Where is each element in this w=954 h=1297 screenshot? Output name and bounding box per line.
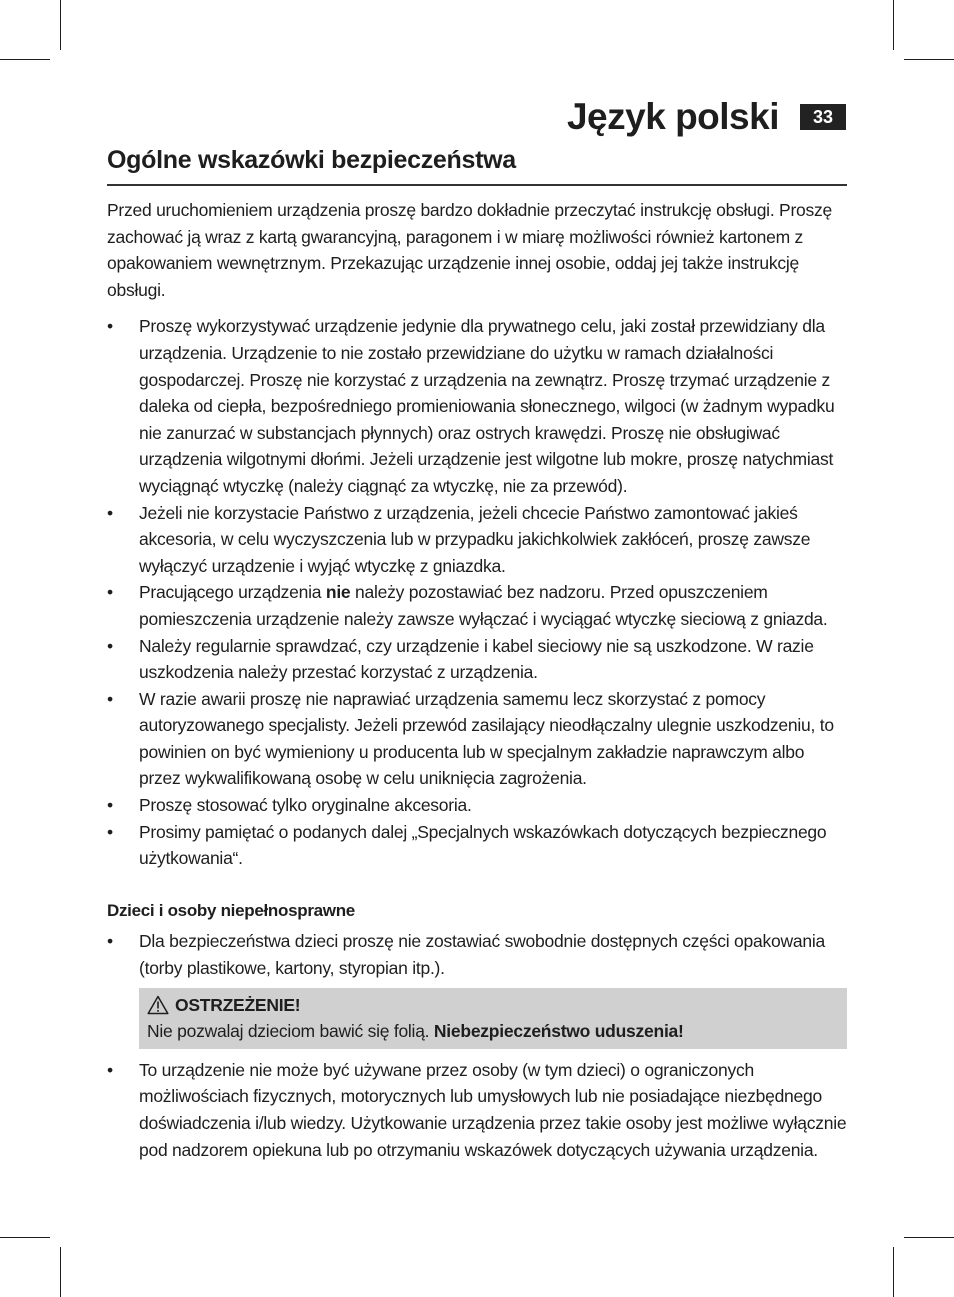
language-title: Język polski: [566, 96, 779, 137]
main-content: [107, 197, 847, 1163]
bullet: •: [107, 688, 113, 709]
list-item-text: W razie awarii proszę nie naprawiać urządzenia samemu lecz skorzystać z pomocy autoryzowanego specjalisty. Jeżeli przewód zasilający nieodłączalny ulegnie uszkodzeniu, to powinien on być wymieniony u producenta lub w specjalnym zakładzie naprawczym albo przez wykwalifikowaną osobę w celu uniknięcia zagrożenia.: [139, 688, 834, 789]
bullet: •: [107, 502, 113, 523]
list-item-text: Jeżeli nie korzystacie Państwo z urządzenia, jeżeli chcecie Państwo zamontować jakieś akcesoria, w celu wyczyszczenia lub w przypadku jakichkolwiek zakłóceń, proszę zawsze wyłączyć urządzenie i wyjąć wtyczkę z gniazdka.: [139, 502, 811, 576]
bullet: •: [107, 582, 113, 603]
list-item-text: należy pozostawiać bez nadzoru. Przed opuszczeniem pomieszczenia urządzenie należy zawsze wyłączać i wyciągać wtyczkę sieciową z gniazda.: [139, 582, 828, 629]
list-item-text: To urządzenie nie może być używane przez osoby (w tym dzieci) o ograniczonych możliwościach fizycznych, motorycznych lub umysłowych lub nie posiadające niezbędnego doświadczenia i/lub wiedzy. Użytkowanie urządzenia przez takie osoby jest możliwe wyłącznie pod nadzorem opiekuna lub po otrzymaniu wskazówek dotyczących używania urządzenia.: [139, 1059, 847, 1160]
crop-mark: [893, 1247, 894, 1297]
children-list: [107, 928, 847, 981]
list-item: [107, 579, 847, 632]
bullet: •: [107, 316, 113, 337]
warning-body: Nie pozwalaj dzieciom bawić się folią.: [147, 1021, 434, 1042]
list-item: [107, 792, 847, 819]
intro-paragraph: Przed uruchomieniem urządzenia proszę bardzo dokładnie przeczytać instrukcję obsługi. Proszę zachować ją wraz z kartą gwarancyjną, paragonem i w miarę możliwości również kartonem z opakowaniem wewnętrznym. Przekazując urządzenie innej osobie, oddaj jej także instrukcję obsługi.: [107, 200, 833, 300]
bullet: •: [107, 635, 113, 656]
list-item-text: Pracującego urządzenia: [139, 582, 326, 603]
crop-mark: [60, 0, 61, 50]
emphasis-nie: nie: [325, 582, 351, 603]
safety-list: [107, 313, 847, 871]
page-number: 33: [800, 104, 846, 130]
warning-header: [147, 992, 839, 1019]
list-item: [107, 928, 847, 981]
warning-box: [139, 988, 847, 1049]
list-item-text: Proszę wykorzystywać urządzenie jedynie dla prywatnego celu, jaki został przewidziany dla urządzenia. Urządzenie to nie zostało przewidziane do użytku w ramach działalności gospodarczej. Proszę nie korzystać z urządzenia na zewnątrz. Proszę trzymać urządzenie z daleka od ciepła, bezpośredniego promieniowania słonecznego, wilgoci (w żadnym wypadku nie zanurzać w substancjach płynnych) oraz ostrych krawędzi. Proszę nie obsługiwać urządzenia wilgotnymi dłońmi. Jeżeli urządzenie jest wilgotne lub mokre, proszę natychmiast wyciągnąć wtyczkę (należy ciągnąć za wtyczkę, nie za przewód).: [139, 316, 835, 496]
section-title: Ogólne wskazówki bezpieczeństwa: [107, 146, 516, 174]
title-rule: [107, 184, 847, 186]
children-list-2: [107, 1057, 847, 1163]
list-item: [107, 1057, 847, 1163]
bullet: •: [107, 795, 113, 816]
crop-mark: [904, 59, 954, 60]
list-item: [107, 819, 847, 872]
list-item: [107, 633, 847, 686]
warning-emphasis: Niebezpieczeństwo uduszenia!: [433, 1021, 684, 1042]
list-item: [107, 686, 847, 792]
crop-mark: [904, 1237, 954, 1238]
list-item-text: Należy regularnie sprawdzać, czy urządzenie i kabel sieciowy nie są uszkodzone. W razie uszkodzenia należy przestać korzystać z urządzenia.: [139, 635, 814, 683]
crop-mark: [60, 1247, 61, 1297]
list-item-text: Dla bezpieczeństwa dzieci proszę nie zostawiać swobodnie dostępnych części opakowania (torby plastikowe, kartony, styropian itp.).: [139, 931, 825, 979]
bullet: •: [107, 821, 113, 842]
bullet: •: [107, 1059, 113, 1080]
bullet: •: [107, 931, 113, 952]
warning-triangle-icon: [147, 995, 169, 1015]
list-item-text: Proszę stosować tylko oryginalne akcesoria.: [139, 795, 472, 816]
crop-mark: [0, 59, 50, 60]
children-subheading: Dzieci i osoby niepełnosprawne: [107, 900, 355, 920]
warning-text: [147, 1018, 839, 1045]
warning-label: OSTRZEŻENIE!: [175, 994, 301, 1015]
list-item: [107, 500, 847, 580]
list-item: [107, 313, 847, 499]
crop-mark: [893, 0, 894, 50]
crop-mark: [0, 1237, 50, 1238]
list-item-text: Prosimy pamiętać o podanych dalej „Specjalnych wskazówkach dotyczących bezpiecznego użytkowania“.: [139, 821, 827, 869]
